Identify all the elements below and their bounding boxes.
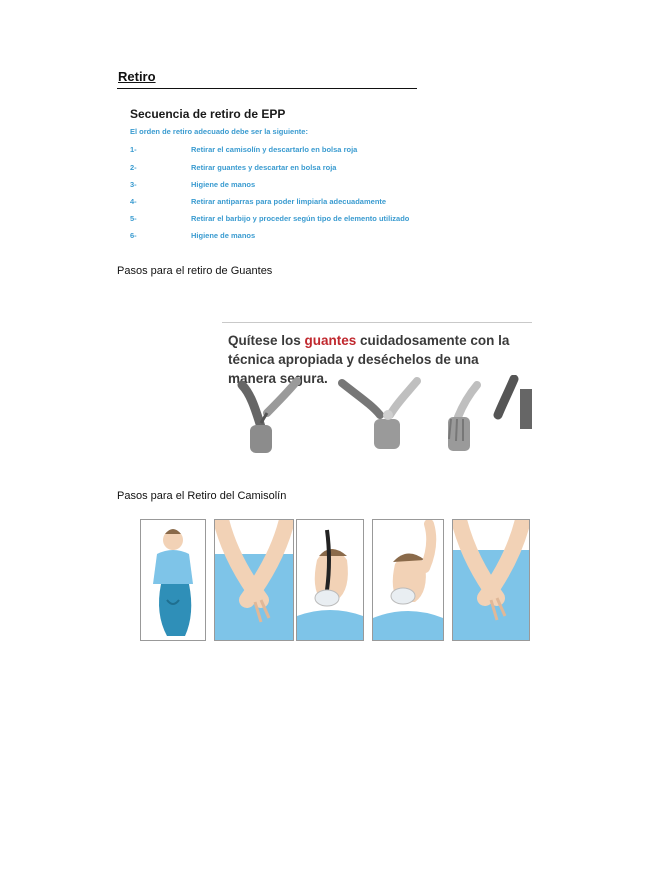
- gown-step-panel: [296, 519, 364, 641]
- gown-step-panel: [372, 519, 444, 641]
- gown-step-panel: [214, 519, 294, 641]
- crossed-arms-illustration: [215, 520, 293, 640]
- step-number: 2-: [130, 163, 137, 172]
- step-number: 4-: [130, 197, 137, 206]
- gloves-section-label: Pasos para el retiro de Guantes: [117, 265, 273, 277]
- step-text: Retirar el camisolín y descartarlo en bolsa roja: [191, 145, 358, 154]
- step-number: 3-: [130, 180, 137, 189]
- step-number: 5-: [130, 214, 137, 223]
- glove-removal-illustration: [222, 375, 532, 461]
- head-strap-illustration: [297, 520, 363, 640]
- gown-section-label: Pasos para el Retiro del Camisolín: [117, 490, 287, 502]
- sequence-intro: El orden de retiro adecuado debe ser la siguiente:: [130, 127, 308, 136]
- gloves-illustration-card: [222, 322, 532, 461]
- sequence-title: Secuencia de retiro de EPP: [130, 107, 286, 121]
- step-text: Higiene de manos: [191, 180, 256, 189]
- step-text: Higiene de manos: [191, 231, 256, 240]
- caption-part: cuidadosamente con la técnica apropiada y deséchelos de una manera segura.: [228, 333, 510, 386]
- crossed-arms-illustration: [453, 520, 529, 640]
- gown-step-panel: [452, 519, 530, 641]
- retiro-heading: Retiro: [118, 69, 156, 84]
- gown-pull-illustration: [141, 520, 205, 640]
- step-text: Retirar guantes y descartar en bolsa roja: [191, 163, 337, 172]
- step-number: 1-: [130, 145, 137, 154]
- caption-highlight: guantes: [304, 333, 357, 348]
- step-text: Retirar el barbijo y proceder según tipo de elemento utilizado: [191, 214, 410, 223]
- mask-removal-illustration: [373, 520, 443, 640]
- caption-part: Quítese los: [228, 333, 305, 348]
- step-text: Retirar antiparras para poder limpiarla adecuadamente: [191, 197, 387, 206]
- gown-step-panel: [140, 519, 206, 641]
- step-number: 6-: [130, 231, 137, 240]
- heading-rule: [117, 88, 417, 89]
